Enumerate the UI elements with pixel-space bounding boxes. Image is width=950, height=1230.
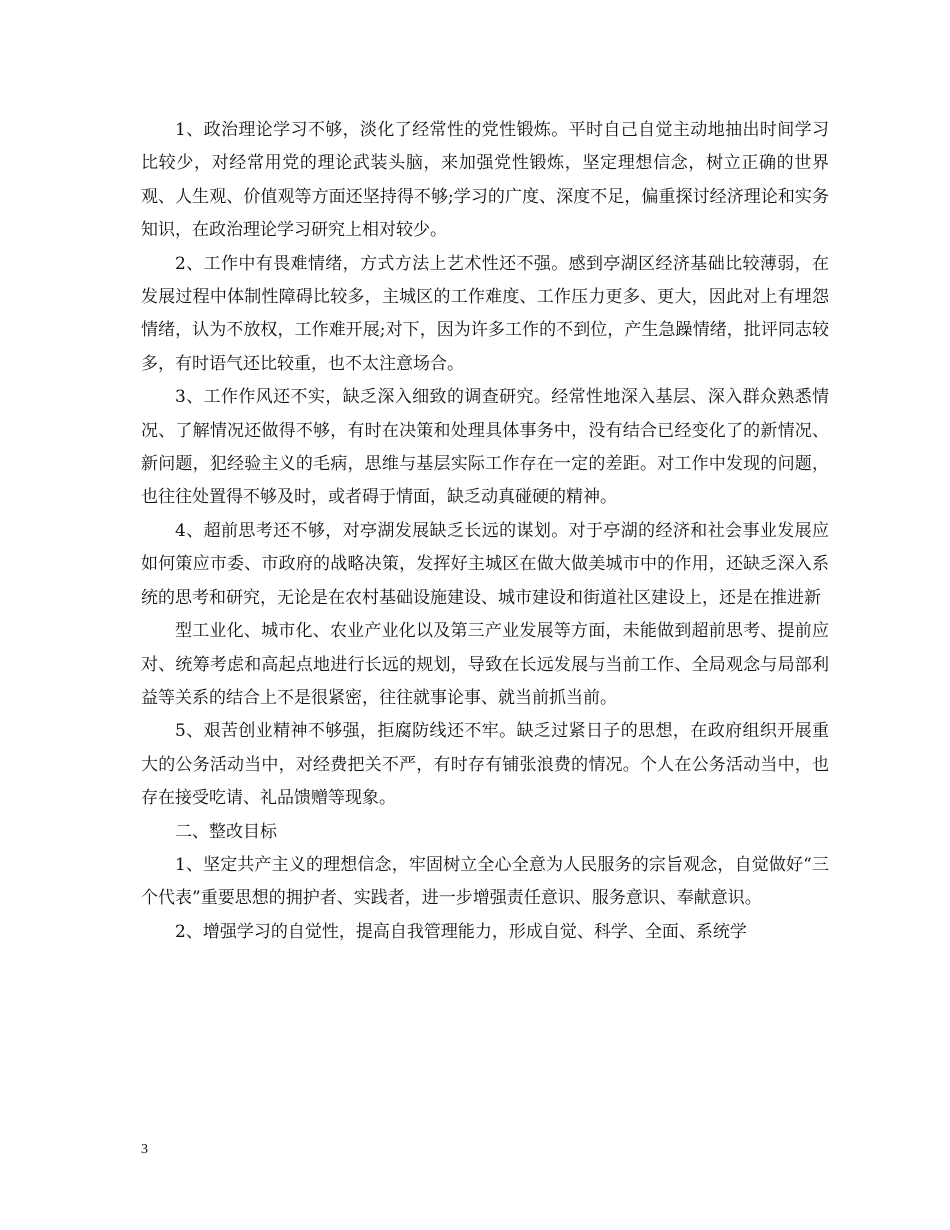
page-number: 3 <box>141 1142 148 1157</box>
paragraph-4: 4、超前思考还不够，对亭湖发展缺乏长远的谋划。对于亭湖的经济和社会事业发展应如何策应市委、市政府的战略决策，发挥好主城区在做大做美城市中的作用，还缺乏深入系统的思考和研究，无论是在农村基础设施建设、城市建设和街道社区建设上，还是在推进新 <box>141 520 829 608</box>
paragraph-1: 1、政治理论学习不够，淡化了经常性的党性锻炼。平时自己自觉主动地抽出时间学习比较少，对经常用党的理论武装头脑，来加强党性锻炼，坚定理想信念，树立正确的世界观、人生观、价值观等方面还坚持得不够;学习的广度、深度不足，偏重探讨经济理论和实务知识，在政治理论学习研究上相对较少。 <box>141 120 829 241</box>
paragraph-2: 2、工作中有畏难情绪，方式方法上艺术性还不强。感到亭湖区经济基础比较薄弱，在发展过程中体制性障碍比较多，主城区的工作难度、工作压力更多、更大，因此对上有埋怨情绪，认为不放权，工作难开展;对下，因为许多工作的不到位，产生急躁情绪，批评同志较多，有时语气还比较重，也不太注意场合。 <box>141 253 829 374</box>
section-heading-rectification-goals: 二、整改目标 <box>175 821 277 842</box>
paragraph-8: 1、坚定共产主义的理想信念，牢固树立全心全意为人民服务的宗旨观念，自觉做好“三个代表”重要思想的拥护者、实践者，进一步增强责任意识、服务意识、奉献意识。 <box>141 854 829 909</box>
paragraph-5: 型工业化、城市化、农业产业化以及第三产业发展等方面，未能做到超前思考、提前应对、统筹考虑和高起点地进行长远的规划，导致在长远发展与当前工作、全局观念与局部利益等关系的结合上不是很紧密，往往就事论事、就当前抓当前。 <box>141 621 829 708</box>
paragraph-3: 3、工作作风还不实，缺乏深入细致的调查研究。经常性地深入基层、深入群众熟悉情况、了解情况还做得不够，有时在决策和处理具体事务中，没有结合已经变化了的新情况、新问题，犯经验主义的毛病，思维与基层实际工作存在一定的差距。对工作中发现的问题，也往往处置得不够及时，或者碍于情面，缺乏动真碰硬的精神。 <box>141 387 829 508</box>
document-body <box>141 114 829 949</box>
paragraph-9: 2、增强学习的自觉性，提高自我管理能力，形成自觉、科学、全面、系统学 <box>175 921 747 942</box>
paragraph-6: 5、艰苦创业精神不够强，拒腐防线还不牢。缺乏过紧日子的思想，在政府组织开展重大的公务活动当中，对经费把关不严，有时存有铺张浪费的情况。个人在公务活动当中，也存在接受吃请、礼品馈赠等现象。 <box>141 721 829 809</box>
